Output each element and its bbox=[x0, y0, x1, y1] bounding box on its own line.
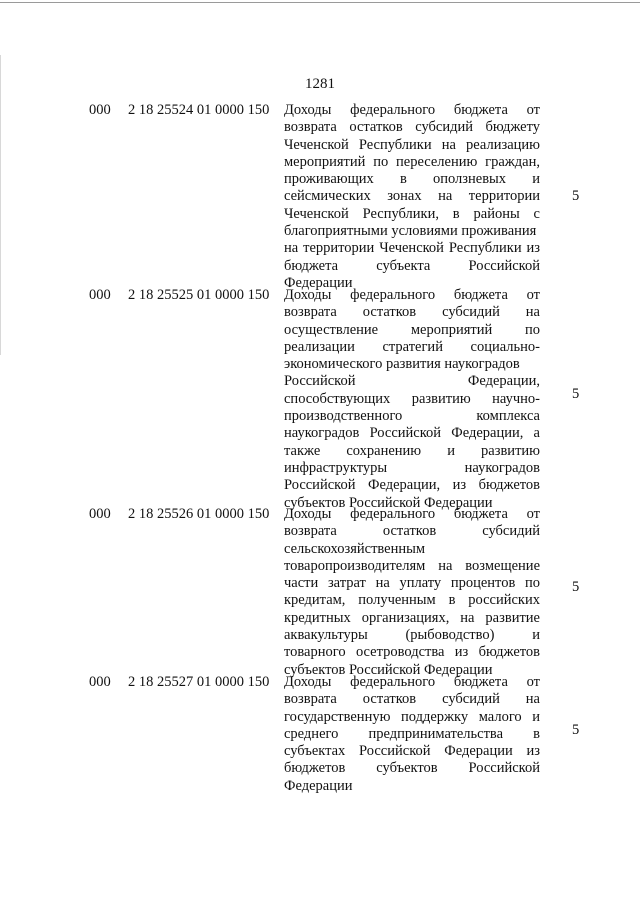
page-number: 1281 bbox=[305, 76, 335, 92]
description-line: части затрат на уплату процентов по bbox=[284, 575, 540, 592]
amount-value: 5 bbox=[572, 188, 580, 204]
description-line: сельскохозяйственным bbox=[284, 540, 426, 557]
description-line: возврата остатков субсидий на bbox=[284, 691, 540, 708]
description-line: инфраструктуры наукоградов bbox=[284, 459, 540, 476]
description-line: производственного комплекса bbox=[284, 408, 540, 425]
description-line: Чеченской Республики на реализацию bbox=[284, 136, 540, 153]
description-line: Федерации bbox=[284, 274, 353, 291]
budget-classification-code: 2 18 25524 01 0000 150 bbox=[128, 102, 270, 118]
amount-value: 5 bbox=[572, 386, 580, 402]
admin-code: 000 bbox=[89, 506, 111, 522]
description-line: товарного осетроводства из бюджетов bbox=[284, 644, 540, 661]
description-line: Чеченской Республики, в районы с bbox=[284, 205, 540, 222]
description-line: возврата остатков субсидий на bbox=[284, 304, 540, 321]
description-line: субъектов Российской Федерации bbox=[284, 494, 493, 511]
budget-classification-code: 2 18 25526 01 0000 150 bbox=[128, 506, 270, 522]
description-line: осуществление мероприятий по bbox=[284, 321, 540, 338]
description-line: на территории Чеченской Республики из bbox=[284, 240, 540, 257]
revenue-description bbox=[284, 506, 540, 679]
description-line: Доходы федерального бюджета от bbox=[284, 506, 540, 522]
description-line: бюджета субъекта Российской bbox=[284, 257, 540, 274]
description-line: государственную поддержку малого и bbox=[284, 708, 540, 725]
revenue-description bbox=[284, 674, 540, 795]
admin-code: 000 bbox=[89, 102, 111, 118]
description-line: кредитных организациях, на развитие bbox=[284, 609, 540, 626]
description-line: сейсмических зонах на территории bbox=[284, 188, 540, 205]
description-line: способствующих развитию научно- bbox=[284, 390, 540, 407]
description-line: возврата остатков субсидий bbox=[284, 523, 540, 540]
description-line: Российской Федерации, bbox=[284, 373, 540, 390]
description-line: Доходы федерального бюджета от bbox=[284, 287, 540, 303]
description-line: возврата остатков субсидий бюджету bbox=[284, 119, 540, 136]
description-line: проживающих в оползневых и bbox=[284, 171, 540, 188]
admin-code: 000 bbox=[89, 287, 111, 303]
description-line: Российской Федерации, из бюджетов bbox=[284, 477, 540, 494]
description-line: Федерации bbox=[284, 777, 353, 794]
description-line: товаропроизводителям на возмещение bbox=[284, 557, 540, 574]
description-line: кредитам, полученным в российских bbox=[284, 592, 540, 609]
description-line: мероприятий по переселению граждан, bbox=[284, 153, 540, 170]
revenue-description bbox=[284, 287, 540, 512]
amount-value: 5 bbox=[572, 722, 580, 738]
admin-code: 000 bbox=[89, 674, 111, 690]
description-line: субъектах Российской Федерации из bbox=[284, 743, 540, 760]
description-line: благоприятными условиями проживания bbox=[284, 223, 537, 240]
description-line: экономического развития наукоградов bbox=[284, 356, 520, 373]
budget-classification-code: 2 18 25525 01 0000 150 bbox=[128, 287, 270, 303]
description-line: Доходы федерального бюджета от bbox=[284, 102, 540, 118]
description-line: реализации стратегий социально- bbox=[284, 338, 540, 355]
description-line: среднего предпринимательства в bbox=[284, 725, 540, 742]
scan-edge-line bbox=[0, 2, 640, 3]
scan-margin-shadow bbox=[0, 55, 1, 355]
description-line: также сохранению и развитию bbox=[284, 442, 540, 459]
budget-classification-code: 2 18 25527 01 0000 150 bbox=[128, 674, 270, 690]
description-line: аквакультуры (рыбоводство) и bbox=[284, 627, 540, 644]
description-line: Доходы федерального бюджета от bbox=[284, 674, 540, 690]
description-line: бюджетов субъектов Российской bbox=[284, 760, 540, 777]
description-line: наукоградов Российской Федерации, а bbox=[284, 425, 540, 442]
description-line: субъектов Российской Федерации bbox=[284, 661, 493, 678]
amount-value: 5 bbox=[572, 579, 580, 595]
revenue-description bbox=[284, 102, 540, 292]
